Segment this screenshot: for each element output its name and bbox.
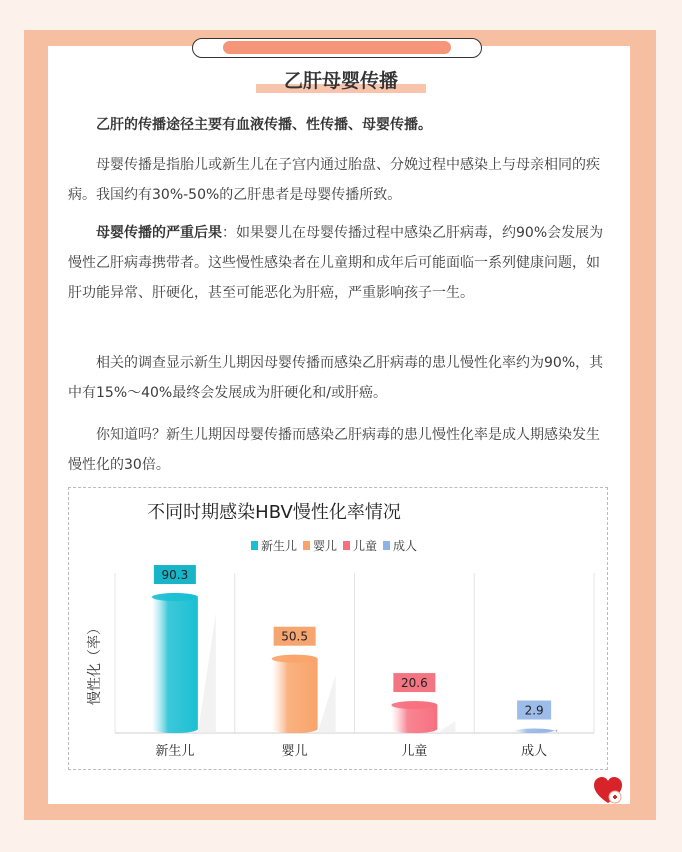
paragraph-4: 相关的调查显示新生儿期因母婴传播而感染乙肝病毒的患儿慢性化率约为90%，其中有15%～40%最终会发展成为肝硬化和/或肝癌。	[68, 355, 604, 401]
article-title: 乙肝母婴传播	[276, 66, 406, 93]
header-decoration	[192, 38, 482, 58]
category-label: 儿童	[401, 744, 428, 759]
chart-title: 不同时期感染HBV慢性化率情况	[147, 502, 401, 523]
bar-4	[511, 729, 557, 733]
bar-1	[152, 593, 198, 733]
data-label: 20.6	[401, 676, 428, 691]
chart-legend	[251, 538, 417, 553]
paragraph-3: 母婴传播的严重后果：如果婴儿在母婴传播过程中感染乙肝病毒，约90%会发展为慢性乙肝病毒携带者。这些慢性感染者在儿童期和成年后可能面临一系列健康问题，如肝功能异常、肝硬化，甚至可能恶化为肝癌，严重影响孩子一生。	[68, 225, 604, 301]
category-label: 成人	[521, 744, 548, 759]
y-axis-label: 慢性化（率）	[87, 621, 103, 705]
paragraph-5: 你知道吗？新生儿期因母婴传播而感染乙肝病毒的患儿慢性化率是成人期感染发生慢性化的30倍。	[68, 427, 600, 473]
category-label: 新生儿	[155, 744, 195, 759]
legend-swatch	[343, 541, 350, 550]
bar-2	[272, 655, 318, 733]
legend-label: 成人	[393, 539, 418, 553]
paragraph-1: 乙肝的传播途径主要有血液传播、性传播、母婴传播。	[96, 117, 432, 133]
legend-swatch	[383, 541, 390, 550]
data-label: 90.3	[161, 568, 189, 583]
legend-label: 婴儿	[313, 539, 338, 553]
heart-medical-icon	[592, 775, 624, 807]
data-label: 2.9	[524, 703, 544, 718]
legend-swatch	[251, 541, 258, 550]
data-label: 50.5	[281, 629, 308, 644]
category-label: 婴儿	[281, 744, 308, 759]
legend-label: 儿童	[353, 539, 378, 553]
chart-svg	[69, 488, 609, 771]
legend-label: 新生儿	[261, 539, 298, 553]
chart-bars	[152, 565, 575, 759]
chronicity-chart	[68, 487, 608, 770]
legend-swatch	[303, 541, 310, 550]
paragraph-2: 母婴传播是指胎儿或新生儿在子宫内通过胎盘、分娩过程中感染上与母亲相同的疾病。我国约有30%-50%的乙肝患者是母婴传播所致。	[68, 157, 600, 203]
